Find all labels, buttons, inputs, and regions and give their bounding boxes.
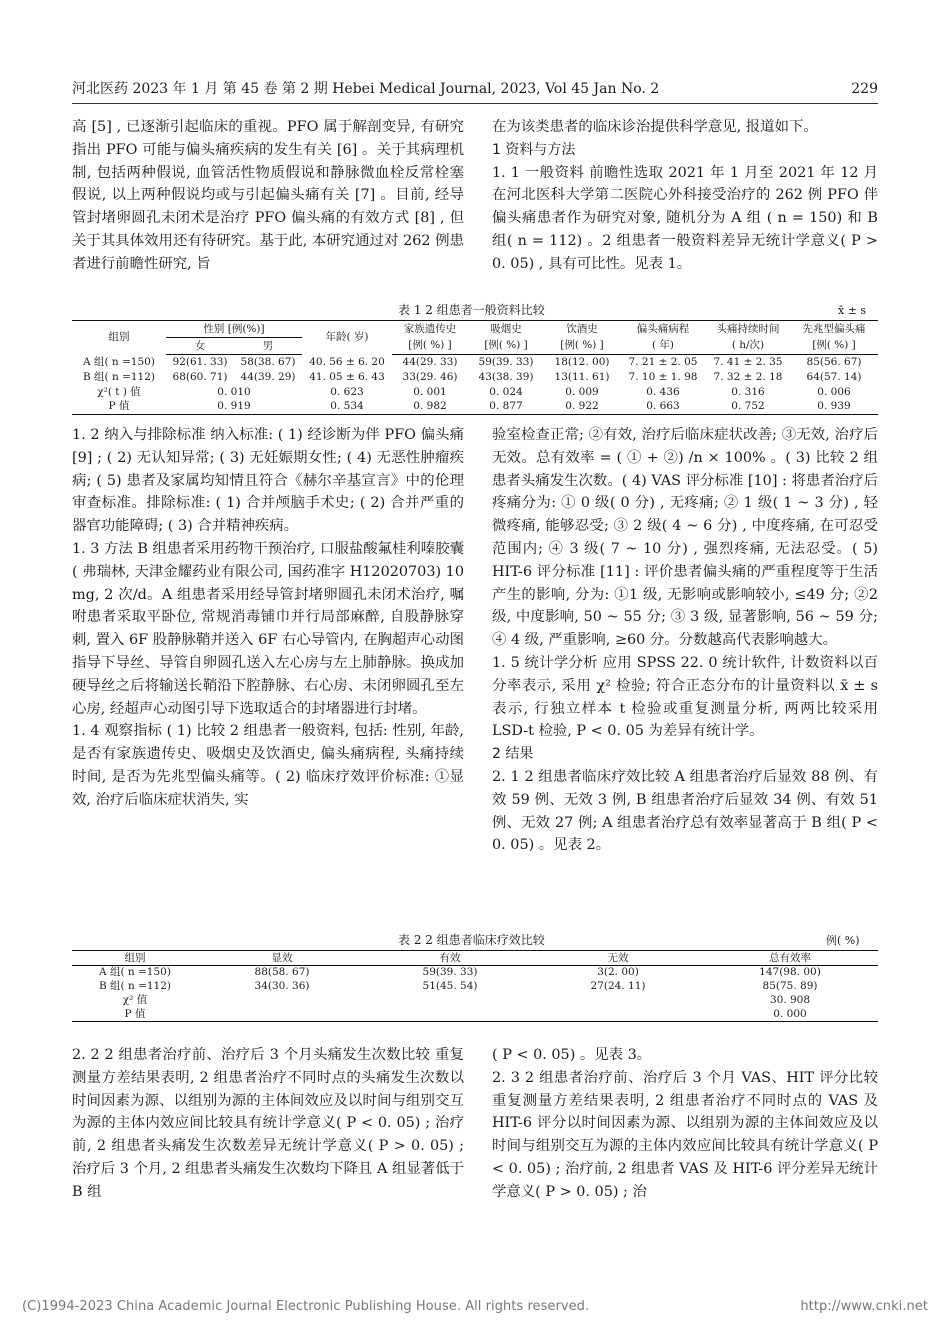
table1-header-age: 年龄( 岁)	[302, 321, 392, 355]
table1-cell: 0. 623	[330, 385, 364, 398]
copyright-text: (C)1994-2023 China Academic Journal Electronic Publishing House. All rights reserved.	[22, 1299, 590, 1314]
table1-cell: 0. 001	[413, 385, 447, 398]
table1-caption: 表 1 2 组患者一般资料比较	[398, 303, 545, 317]
table2-row	[72, 994, 878, 1008]
section-heading-methods: 1 资料与方法	[492, 141, 576, 158]
paragraph-2-2-continued: ( P < 0. 05) 。见表 3。	[492, 1047, 652, 1063]
table2-cell: 59(39. 33)	[422, 966, 478, 979]
table1-cell: 0. 010	[217, 385, 251, 398]
intro-continuation: 在为该类患者的临床诊治提供科学意见, 报道如下。	[492, 119, 818, 135]
table1-header-sex: 性别 [例(%)]	[166, 321, 302, 338]
section-heading-results: 2 结果	[492, 746, 534, 763]
table2-cell: P 值	[72, 1008, 198, 1022]
table1-header-group: 组别	[72, 321, 166, 355]
table2-cell: B 组( n =112)	[98, 980, 172, 992]
paragraph-1-2: 1. 2 纳入与排除标准 纳入标准: ( 1) 经诊断为伴 PFO 偏头痛 [9] ; ( 2) 无认知异常; ( 3) 无妊娠期女性; ( 4) 无恶性肿瘤疾病; ( 5) 患者及家属均知情且符合《赫尔辛基宣言》中的伦理审查标准。排除标准: ( 1) 合并颅脑手术史; ( 2) 合并严重的器官功能障碍; ( 3) 合并精神疾病。	[72, 427, 464, 535]
table2-cell: 147(98. 00)	[759, 966, 821, 979]
table2-cell: 34(30. 36)	[254, 980, 310, 992]
table1-header-duration: 头痛持续时间	[706, 321, 790, 338]
table1-cell: B 组( n =112)	[82, 370, 156, 383]
paragraph-2-3: 2. 3 2 组患者治疗前、治疗后 3 个月 VAS、HIT 评分比较 重复测量方差结果表明, 2 组患者治疗不同时点的 VAS 及 HIT-6 评分以时间因素为源、以组别为源的主体间效应及以时间与组别交互为源的主体内效应间比较具有统计学意义( P < 0. 05) ; 治疗前, 2 组患者 VAS 及 HIT-6 评分差异无统计学意义( P > 0. 05) ; 治	[492, 1069, 878, 1200]
paragraph-1-5: 1. 5 统计学分析 应用 SPSS 22. 0 统计软件, 计数资料以百分率表示, 采用 χ² 检验; 符合正态分布的计量资料以 x̄ ± s 表示, 行独立样本 t 检验或重复测量分析, 两两比较采用 LSD-t 检验, P < 0. 05 为差异有统计学。	[492, 654, 878, 740]
table1-cell: 44(29. 33)	[402, 355, 458, 368]
table2-cell: 30. 908	[769, 994, 811, 1006]
table1-header-drinking-unit: [例( %) ]	[544, 338, 620, 355]
table2-cell	[198, 994, 366, 1008]
left-column-top	[72, 116, 464, 276]
table2-cell: 85(75. 89)	[762, 980, 818, 992]
table2-unit: 例( %)	[826, 934, 860, 947]
table1-cell: 0. 009	[565, 385, 599, 398]
table1-cell: P 值	[72, 400, 166, 415]
table1-cell: 58(38. 67)	[240, 355, 296, 368]
table1-cell: 7. 21 ± 2. 05	[628, 355, 698, 368]
table1-cell: 85(56. 67)	[806, 355, 862, 368]
paragraph-2-1: 2. 1 2 组患者临床疗效比较 A 组患者治疗后显效 88 例、有效 59 例、无效 3 例, B 组患者治疗后显效 34 例、有效 51 例、无效 27 例; A 组患者治疗总有效率显著高于 B 组( P < 0. 05) 。见表 2。	[492, 768, 878, 854]
table1-header-course: 偏头痛病程	[620, 321, 706, 338]
table1-cell: 13(11. 61)	[554, 370, 610, 383]
paragraph-2-2: 2. 2 2 组患者治疗前、治疗后 3 个月头痛发生次数比较 重复测量方差结果表明, 2 组患者治疗不同时点的头痛发生次数以时间因素为源、以组别为源的主体间效应及以时间与组别交互为源的主体内效应间比较具有统计学意义( P < 0. 05) ; 治疗前, 2 组患者头痛发生次数差异无统计学意义( P > 0. 05) ; 治疗后 3 个月, 2 组患者头痛发生次数均下降且 A 组显著低于 B 组	[72, 1047, 464, 1200]
table1-cell: 0. 663	[620, 400, 706, 415]
table1-header-family: 家族遗传史	[392, 321, 468, 338]
table2-header-cell: 无效	[534, 951, 702, 966]
page-number: 229	[851, 81, 878, 97]
table2-cell	[198, 1008, 366, 1022]
left-column-bottom	[72, 1044, 464, 1204]
table2-cell	[534, 994, 702, 1008]
table1	[72, 320, 878, 415]
table2-cell: 3(2. 00)	[597, 966, 639, 979]
table1-row	[72, 370, 878, 385]
table1-cell: 59(39. 33)	[478, 355, 534, 368]
table1-cell: 44(39. 29)	[240, 370, 296, 383]
table1-header-family-unit: [例( %) ]	[392, 338, 468, 355]
table1-cell: 7. 32 ± 2. 18	[713, 370, 783, 383]
table1-cell: 0. 006	[817, 385, 851, 398]
table2-header-cell: 组别	[72, 951, 198, 966]
table1-header-male: 男	[234, 338, 302, 355]
table2-cell: A 组( n =150)	[99, 966, 171, 979]
table2-cell: χ² 值	[122, 994, 148, 1006]
table1-row	[72, 400, 878, 415]
table1-cell: 7. 10 ± 1. 98	[628, 370, 698, 383]
right-column-top	[492, 116, 878, 276]
table2	[72, 950, 878, 1022]
table1-cell: 68(60. 71)	[172, 370, 228, 383]
paragraph-1-4-continued: 验室检查正常; ②有效, 治疗后临床症状改善; ③无效, 治疗后无效。总有效率 = ( ① + ②) /n × 100% 。( 3) 比较 2 组患者头痛发生次数。( 4) VAS 评分标准 [10] : 将患者治疗后疼痛分为: ① 0 级( 0 分) , 无疼痛; ② 1 级( 1 ~ 3 分) , 轻微疼痛, 能够忍受; ③ 2 级( 4 ~ 6 分) , 中度疼痛, 在可忍受范围内; ④ 3 级( 7 ~ 10 分) , 强烈疼痛, 无法忍受。( 5) HIT-6 评分标准 [11] : 评价患者偏头痛的严重程度等于生活产生的影响, 分为: ①1 级, 无影响或影响较小, ≤49 分; ②2 级, 中度影响, 50 ~ 55 分; ③ 3 级, 显著影响, 56 ~ 59 分; ④ 4 级, 严重影响, ≥60 分。分数越高代表影响越大。	[492, 427, 878, 649]
intro-paragraph: 高 [5] , 已逐渐引起临床的重视。PFO 属于解剖变异, 有研究指出 PFO 可能与偏头痛疾病的发生有关 [6] 。关于其病理机制, 包括两种假说, 血管活性物质假说和静脉微血栓反常栓塞假说, 以上两种假说均或与引起偏头痛有关 [7] 。目前, 经导管封堵卵圆孔未闭术是治疗 PFO 偏头痛的有效方式 [8] , 但关于其具体效用还有待研究。基于此, 本研究通过对 262 例患者进行前瞻性研究, 旨	[72, 119, 464, 272]
table1-header-female: 女	[166, 338, 234, 355]
table1-cell: 0. 922	[544, 400, 620, 415]
paragraph-1-4: 1. 4 观察指标 ( 1) 比较 2 组患者一般资料, 包括: 性别, 年龄, 是否有家族遗传史、吸烟史及饮酒史, 偏头痛病程, 头痛持续时间, 是否为先兆型偏头痛等。( 2) 临床疗效评价标准: ①显效, 治疗后临床症状消失, 实	[72, 723, 464, 808]
table1-cell: 0. 982	[392, 400, 468, 415]
table1-cell: 0. 877	[468, 400, 544, 415]
table2-cell: 0. 000	[702, 1008, 878, 1022]
table1-cell: 43(38. 39)	[478, 370, 534, 383]
table2-caption: 表 2 2 组患者临床疗效比较	[398, 933, 545, 947]
table1-cell: 33(29. 46)	[402, 370, 458, 383]
running-header	[72, 78, 878, 102]
table1-cell: 0. 752	[706, 400, 790, 415]
right-column-bottom	[492, 1044, 878, 1204]
paragraph-1-1: 1. 1 一般资料 前瞻性选取 2021 年 1 月至 2021 年 12 月在河北医科大学第二医院心外科接受治疗的 262 例 PFO 伴偏头痛患者作为研究对象, 随机分为 A 组 ( n = 150) 和 B 组( n = 112) 。2 组患者一般资料差异无统计学意义( P > 0. 05) , 具有可比性。见表 1。	[492, 164, 878, 272]
table1-cell: 0. 024	[489, 385, 523, 398]
paragraph-1-3: 1. 3 方法 B 组患者采用药物干预治疗, 口服盐酸氟桂利嗪胶囊( 弗瑞林, 天津金耀药业有限公司, 国药准字 H12020703) 10 mg, 2 次/d。A 组患者采用经导管封堵卵圆孔未闭术治疗, 嘱咐患者采取平卧位, 常规消毒铺巾并行局部麻醉, 自股静脉穿刺, 置入 6F 股静脉鞘并送入 6F 右心导管内, 在胸超声心动图指导下导丝、导管自卵圆孔送入左心房与左上肺静脉。换成加硬导丝之后将输送长鞘沿下腔静脉、右心房、未闭卵圆孔至左心房, 经超声心动图引导下选取适合的封堵器进行封堵。	[72, 540, 464, 717]
table1-cell: 18(12. 00)	[554, 355, 610, 368]
table2-cell: 51(45. 54)	[422, 980, 478, 992]
table2-cell: 27(24. 11)	[590, 980, 646, 992]
table1-cell: 0. 919	[166, 400, 302, 415]
table1-unit: x̄ ± s	[838, 304, 867, 317]
table1-cell: 40. 56 ± 6. 20	[309, 355, 385, 368]
table1-cell: 0. 436	[646, 385, 680, 398]
left-column-middle	[72, 424, 464, 812]
table1-header-duration-unit: ( h/次)	[706, 338, 790, 355]
table1-header-course-unit: ( 年)	[620, 338, 706, 355]
journal-line: 河北医药 2023 年 1 月 第 45 卷 第 2 期 Hebei Medical Journal, 2023, Vol 45 Jan No. 2	[72, 81, 660, 97]
table1-row	[72, 355, 878, 370]
table2-header-cell: 显效	[198, 951, 366, 966]
copyright-footer	[22, 1299, 928, 1314]
table1-cell: A 组( n =150)	[83, 355, 155, 368]
table2-row	[72, 966, 878, 980]
table1-cell: 0. 939	[790, 400, 878, 415]
header-rule	[72, 103, 878, 104]
table2-row	[72, 980, 878, 994]
table2-cell	[534, 1008, 702, 1022]
table1-cell: 0. 316	[731, 385, 765, 398]
table1-cell: χ²( t ) 值	[97, 385, 141, 398]
table1-header-drinking: 饮酒史	[544, 321, 620, 338]
table2-row	[72, 1008, 878, 1022]
right-column-middle	[492, 424, 878, 857]
table1-header-aura: 先兆型偏头痛	[790, 321, 878, 338]
table1-row	[72, 385, 878, 400]
table1-header-smoking: 吸烟史	[468, 321, 544, 338]
table1-cell: 7. 41 ± 2. 35	[713, 355, 783, 368]
table2-cell	[366, 994, 534, 1008]
table1-header-aura-unit: [例( %) ]	[790, 338, 878, 355]
table2-header-cell: 总有效率	[702, 951, 878, 966]
table2-cell	[366, 1008, 534, 1022]
table1-header-smoking-unit: [例( %) ]	[468, 338, 544, 355]
table1-cell: 0. 534	[302, 400, 392, 415]
table1-cell: 92(61. 33)	[172, 355, 228, 368]
table2-cell: 88(58. 67)	[254, 966, 310, 979]
table2-header-cell: 有效	[366, 951, 534, 966]
table1-cell: 64(57. 14)	[806, 370, 862, 383]
cnki-link[interactable]: http://www.cnki.net	[800, 1299, 928, 1314]
table1-cell: 41. 05 ± 6. 43	[309, 370, 385, 383]
